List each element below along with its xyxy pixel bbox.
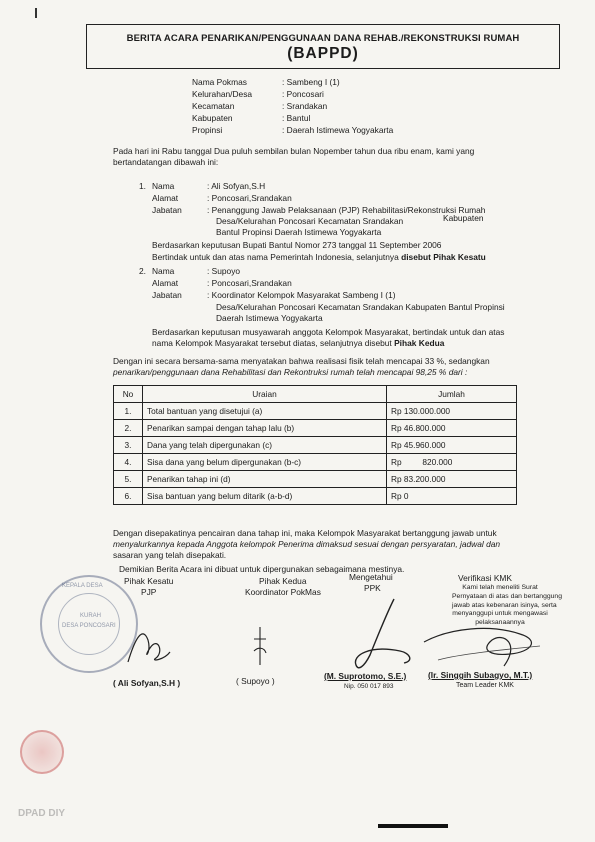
kmk-statement: Kami telah meneliti Surat Pernyataan di atas dan bertanggung jawab atas kebenaran isinya, serta menyanggupi untuk mengawasi pelaksanaannya — [452, 584, 562, 627]
sig-name-singgih: (Ir. Singgih Subagyo, M.T.) — [428, 670, 533, 680]
table-row: 4. Sisa dana yang belum dipergunakan (b-c) Rp 820.000 — [114, 454, 517, 471]
closing-line-4: Demikian Berita Acara ini dibuat untuk dipergunakan sebagaimana mestinya. — [119, 564, 405, 574]
sig-pihak-kedua: Pihak Kedua — [259, 576, 307, 586]
party2-jabatan-line2: Desa/Kelurahan Poncosari Kecamatan Srandakan Kabupaten Bantul Propinsi — [216, 302, 505, 312]
table-header-row — [114, 386, 517, 403]
info-row-desa: Kelurahan/Desa : Poncosari — [192, 89, 324, 99]
stamp-mid2: DESA PONCOSARI — [62, 623, 116, 629]
sig-pjp: PJP — [141, 587, 157, 597]
party2-jabatan-line1: : Koordinator Kelompok Masyarakat Sambeng I (1) — [207, 290, 396, 300]
sig-name-suprotomo: (M. Suprotomo, S.E.) — [324, 671, 407, 681]
party1-jabatan-label: Jabatan — [152, 205, 182, 215]
party2-nama-label: Nama — [152, 266, 175, 276]
party1-jabatan-line3: Bantul Propinsi Daerah Istimewa Yogyakarta — [216, 227, 382, 237]
realisasi-line-1: Dengan ini secara bersama-sama menyatakan bahwa realisasi fisik telah mencapai 33 %, sedangkan — [113, 356, 490, 366]
funds-table — [113, 385, 517, 505]
party1-alamat-label: Alamat — [152, 193, 179, 203]
stamp-mid1: KURAH — [80, 613, 102, 619]
intro-line-1: Pada hari ini Rabu tanggal Dua puluh sembilan bulan Nopember tahun dua ribu enam, kami yang — [113, 146, 475, 156]
party2-dasar-line2: nama Kelompok Masyarakat tersebut diatas, selanjutnya disebut Pihak Kedua — [152, 338, 445, 348]
table-row: 1. Total bantuan yang disetujui (a) Rp 130.000.000 — [114, 403, 517, 420]
table-header-uraian: Uraian — [143, 386, 387, 403]
archive-watermark: DPAD DIY — [18, 808, 66, 819]
closing-line-3: sasaran yang telah disepakati. — [113, 550, 227, 560]
sig-verifikasi: Verifikasi KMK — [458, 573, 512, 583]
party1-jabatan-line1: : Penanggung Jawab Pelaksanaan (PJP) Rehabilitasi/Rekonstruksi Rumah — [207, 205, 486, 215]
info-row-kecamatan: Kecamatan : Srandakan — [192, 101, 328, 111]
sig-koordinator: Koordinator PokMas — [245, 587, 321, 597]
bottom-bar — [378, 824, 448, 828]
intro-line-2: bertandatangan dibawah ini: — [113, 157, 219, 167]
party2-alamat-label: Alamat — [152, 278, 179, 288]
info-row-propinsi: Propinsi : Daerah Istimewa Yogyakarta — [192, 125, 394, 135]
sig-ppk: PPK — [364, 583, 381, 593]
party2-alamat: : Poncosari,Srandakan — [207, 278, 292, 288]
info-row-kabupaten: Kabupaten : Bantul — [192, 113, 311, 123]
closing-line-1: Dengan disepakatinya pencairan dana tahap ini, maka Kelompok Masyarakat bertanggung jawab untuk — [113, 528, 497, 538]
party2-disebut: Pihak Kedua — [394, 338, 445, 348]
party1-jabatan-kabupaten: Kabupaten — [443, 213, 484, 223]
signature-suprotomo — [330, 595, 430, 680]
party1-nama: : Ali Sofyan,S.H — [207, 181, 266, 191]
party2-jabatan-line3: Daerah Istimewa Yogyakarta — [216, 313, 323, 323]
info-row-pokmas: Nama Pokmas : Sambeng I (1) — [192, 77, 340, 87]
realisasi-line-2: penarikan/penggunaan dana Rehabilitasi dan Rekontruksi rumah telah mencapai 98,25 % dari : — [113, 367, 468, 377]
stamp-top-text: KEPALA DESA — [62, 583, 103, 589]
archive-logo — [20, 730, 64, 774]
sig-team-leader: Team Leader KMK — [456, 682, 514, 689]
party2-jabatan-label: Jabatan — [152, 290, 182, 300]
document-subtitle: (BAPPD) — [287, 45, 359, 62]
party1-dasar: Berdasarkan keputusan Bupati Bantul Nomor 273 tanggal 11 September 2006 — [152, 240, 442, 250]
sig-pihak-kesatu: Pihak Kesatu — [124, 576, 174, 586]
table-row: 3. Dana yang telah dipergunakan (c) Rp 45.960.000 — [114, 437, 517, 454]
sig-mengetahui: Mengetahui — [349, 572, 393, 582]
sig-name-ali: ( Ali Sofyan,S.H ) — [113, 678, 181, 688]
party2-number: 2. — [139, 266, 146, 276]
party1-alamat: : Poncosari,Srandakan — [207, 193, 292, 203]
signature-ali-sofyan — [120, 612, 180, 667]
party1-disebut: disebut Pihak Kesatu — [401, 252, 486, 262]
document-title: BERITA ACARA PENARIKAN/PENGGUNAAN DANA REHAB./REKONSTRUKSI RUMAH — [126, 33, 520, 44]
table-header-jumlah: Jumlah — [387, 386, 517, 403]
table-row: 6. Sisa bantuan yang belum ditarik (a-b-d) Rp 0 — [114, 488, 517, 505]
party1-number: 1. — [139, 181, 146, 191]
party1-nama-label: Nama — [152, 181, 175, 191]
party2-nama: : Supoyo — [207, 266, 241, 276]
table-header-no: No — [114, 386, 143, 403]
table-row: 5. Penarikan tahap ini (d) Rp 83.200.000 — [114, 471, 517, 488]
corner-mark — [35, 8, 37, 18]
document-header — [86, 24, 560, 69]
party1-jabatan-line2: Desa/Kelurahan Poncosari Kecamatan Srandakan — [216, 216, 404, 226]
signature-supoyo — [250, 625, 270, 670]
sig-name-supoyo: ( Supoyo ) — [236, 676, 275, 686]
table-row: 2. Penarikan sampai dengan tahap lalu (b) Rp 46.800.000 — [114, 420, 517, 437]
party2-dasar-line1: Berdasarkan keputusan musyawarah anggota Kelompok Masyarakat, bertindak untuk dan atas — [152, 327, 505, 337]
signature-singgih — [420, 610, 550, 675]
party1-bertindak: Bertindak untuk dan atas nama Pemerintah Indonesia, selanjutnya disebut Pihak Kesatu — [152, 252, 486, 262]
closing-line-2: menyalurkannya kepada Anggota kelompok Penerima dimaksud sesuai dengan persyaratan, jadwal dan — [113, 539, 501, 549]
sig-nip: Nip. 050 017 893 — [344, 683, 394, 690]
